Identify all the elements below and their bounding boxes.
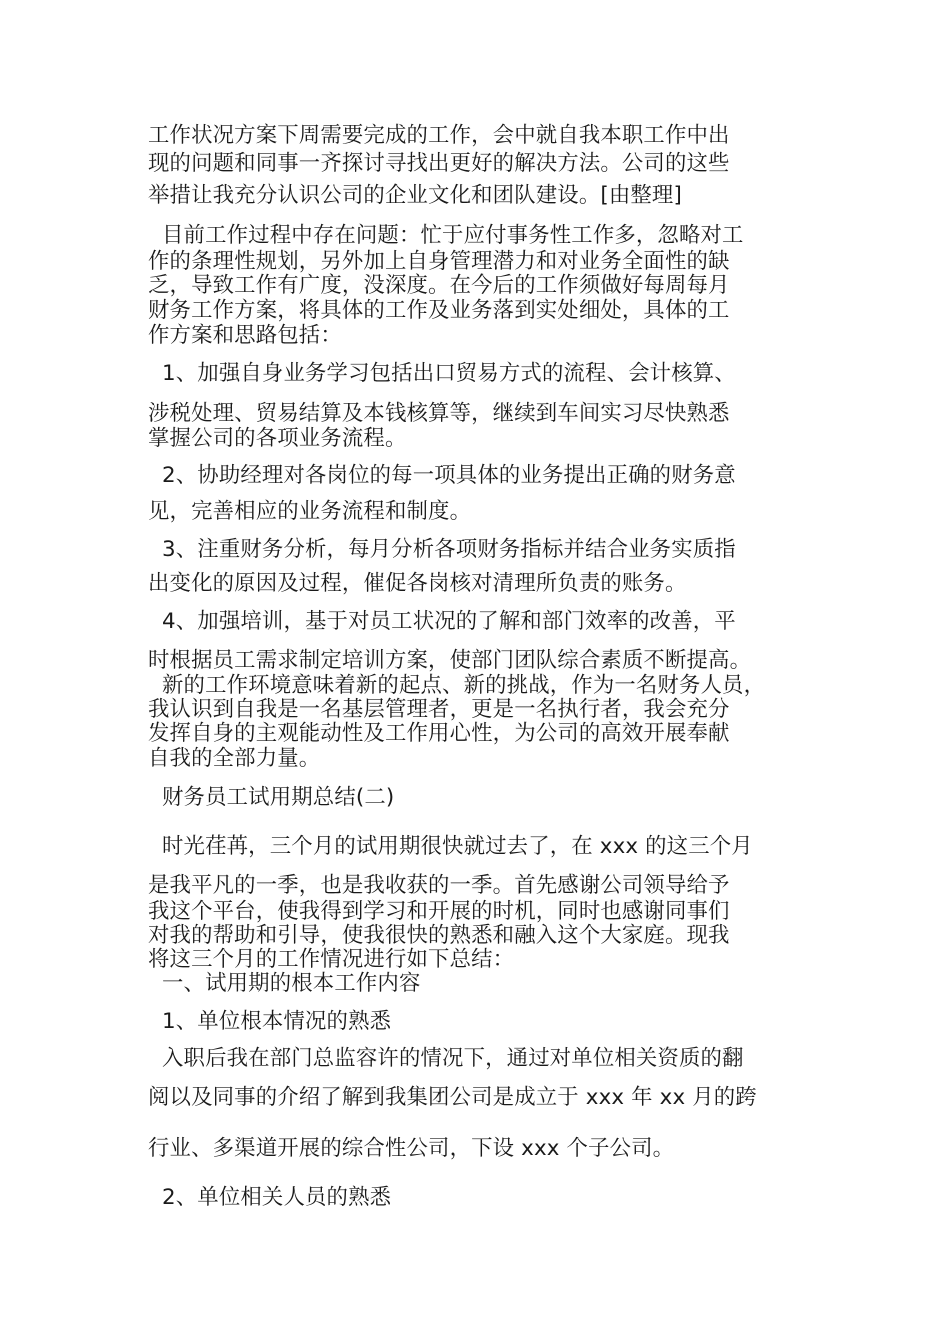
text-line: 出变化的原因及过程，催促各岗核对清理所负责的账务。 [148,571,687,596]
text-line: 时根据员工需求制定培训方案，使部门团队综合素质不断提高。 [148,648,752,673]
list-item-4: 4、加强培训，基于对员工状况的了解和部门效率的改善，平 [162,609,736,634]
text-line: 作的条理性规划，另外加上自身管理潜力和对业务全面性的缺 [148,249,730,274]
paragraph-first-line: 时光荏苒，三个月的试用期很快就过去了，在 xxx 的这三个月 [162,834,753,859]
subsection-heading: 2、单位相关人员的熟悉 [162,1185,392,1210]
text-line: 举措让我充分认识公司的企业文化和团队建设。[由整理] [148,183,682,208]
paragraph-first-line: 入职后我在部门总监容许的情况下，通过对单位相关资质的翻 [162,1046,744,1071]
list-item-1: 1、加强自身业务学习包括出口贸易方式的流程、会计核算、 [162,361,736,386]
text-line: 现的问题和同事一齐探讨寻找出更好的解决方法。公司的这些 [148,151,730,176]
paragraph-first-line: 新的工作环境意味着新的起点、新的挑战，作为一名财务人员， [162,673,766,698]
subsection-heading: 1、单位根本情况的熟悉 [162,1009,392,1034]
subsection-heading: 一、试用期的根本工作内容 [162,971,421,996]
text-line: 作方案和思路包括： [148,323,342,348]
text-line: 掌握公司的各项业务流程。 [148,426,407,451]
text-line: 工作状况方案下周需要完成的工作，会中就自我本职工作中出 [148,123,730,148]
text-line: 财务工作方案，将具体的工作及业务落到实处细处，具体的工 [148,298,730,323]
text-line: 是我平凡的一季，也是我收获的一季。首先感谢公司领导给予 [148,873,730,898]
section-title: 财务员工试用期总结(二) [162,785,395,810]
text-line: 将这三个月的工作情况进行如下总结： [148,947,515,972]
text-line: 发挥自身的主观能动性及工作用心性，为公司的高效开展奉献 [148,721,730,746]
text-line: 涉税处理、贸易结算及本钱核算等，继续到车间实习尽快熟悉 [148,401,730,426]
text-line: 阅以及同事的介绍了解到我集团公司是成立于 xxx 年 xx 月的跨 [148,1085,757,1110]
text-line: 乏，导致工作有广度，没深度。在今后的工作须做好每周每月 [148,273,730,298]
text-line: 我这个平台，使我得到学习和开展的时机，同时也感谢同事们 [148,899,730,924]
list-item-2: 2、协助经理对各岗位的每一项具体的业务提出正确的财务意 [162,463,736,488]
text-line: 对我的帮助和引导，使我很快的熟悉和融入这个大家庭。现我 [148,923,730,948]
text-line: 见，完善相应的业务流程和制度。 [148,499,472,524]
text-line: 自我的全部力量。 [148,746,321,771]
text-line: 我认识到自我是一名基层管理者，更是一名执行者，我会充分 [148,697,730,722]
paragraph-first-line: 目前工作过程中存在问题：忙于应付事务性工作多，忽略对工 [162,223,744,248]
text-line: 行业、多渠道开展的综合性公司，下设 xxx 个子公司。 [148,1136,675,1161]
list-item-3: 3、注重财务分析，每月分析各项财务指标并结合业务实质指 [162,537,736,562]
